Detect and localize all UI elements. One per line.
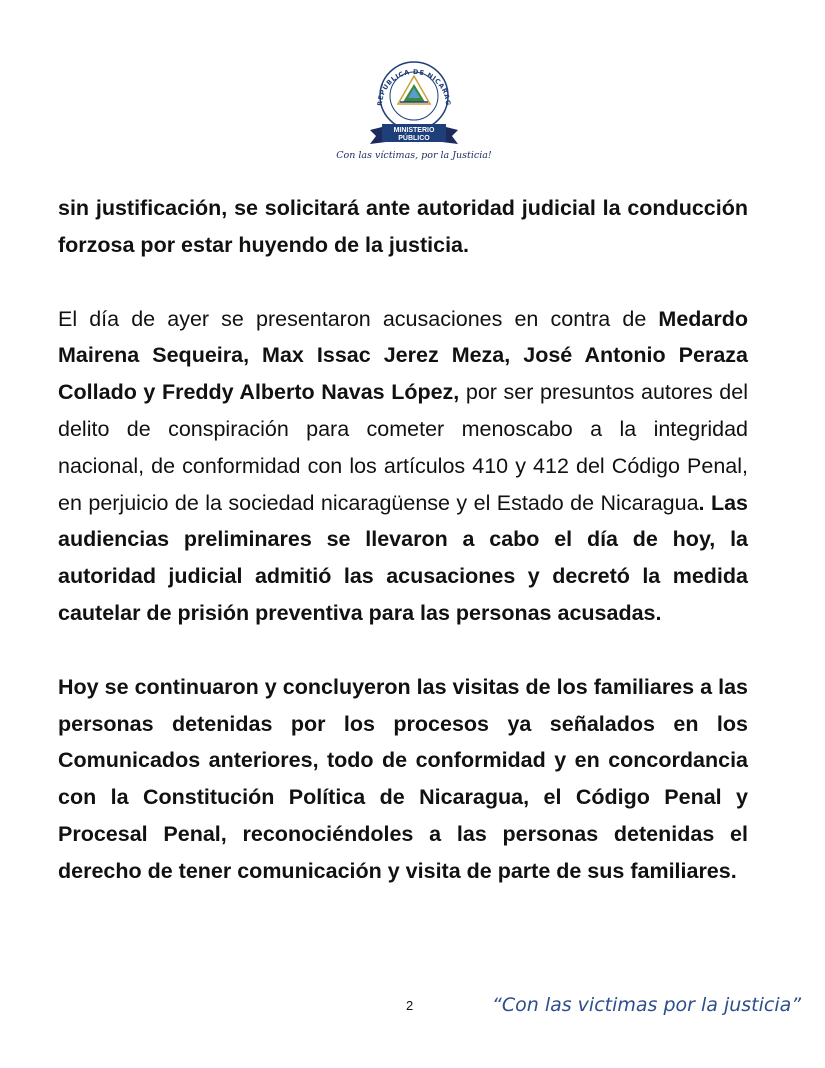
logo-ring-text: REPÚBLICA DE NICARAG <box>375 67 453 107</box>
ministerio-publico-logo <box>330 58 495 168</box>
logo-motto: Con las víctimas, por la Justicia! <box>336 150 492 161</box>
paragraph-2-run-4: . Las audiencias preliminares se llevaron a cabo el día de hoy, la autoridad judicial admitió las acusaciones y decretó la medida cautelar de prisión preventiva para las personas acusadas. <box>58 490 748 625</box>
coat-of-arms-icon <box>330 58 495 168</box>
logo-ribbon-line2: PÚBLICO <box>398 135 430 142</box>
paragraph-3-run-1: Hoy se continuaron y concluyeron las visitas de los familiares a las personas detenidas por los procesos ya señalados en los Comunicados anteriores, todo de conformidad y en concordancia con la Constitución Política de Nicaragua, el Código Penal y Procesal Penal, reconociéndoles a las personas detenidas el derecho de tener comunicación y visita de parte de sus familiares. <box>58 674 748 883</box>
paragraph-1 <box>58 190 748 264</box>
svg-text:REPÚBLICA DE NICARAGUA · AMÉRI <box>330 58 452 106</box>
paragraph-2 <box>58 301 748 632</box>
paragraph-1-run-1: sin justificación, se solicitará ante autoridad judicial la conducción forzosa por estar huyendo de la justicia. <box>58 196 748 257</box>
paragraph-3 <box>58 669 748 890</box>
page-number: 2 <box>406 998 414 1013</box>
paragraph-2-run-1: El día de ayer se presentaron acusaciones en contra de <box>58 306 659 331</box>
document-body <box>58 190 748 890</box>
logo-ribbon-line1: MINISTERIO <box>393 127 435 134</box>
paragraph-2-run-3: por ser presuntos autores del delito de conspiración para cometer menoscabo a la integridad nacional, de conformidad con los artículos 410 y 412 del Código Penal, en perjuicio de la sociedad nicaragüense y el Estado de Nicaragua <box>58 380 748 515</box>
paragraph-2-run-2: Medardo Mairena Sequeira, Max Issac Jerez Meza, José Antonio Peraza Collado y Freddy Alberto Navas López, <box>58 306 748 405</box>
footer-quote: “Con las victimas por la justicia” <box>492 994 802 1016</box>
